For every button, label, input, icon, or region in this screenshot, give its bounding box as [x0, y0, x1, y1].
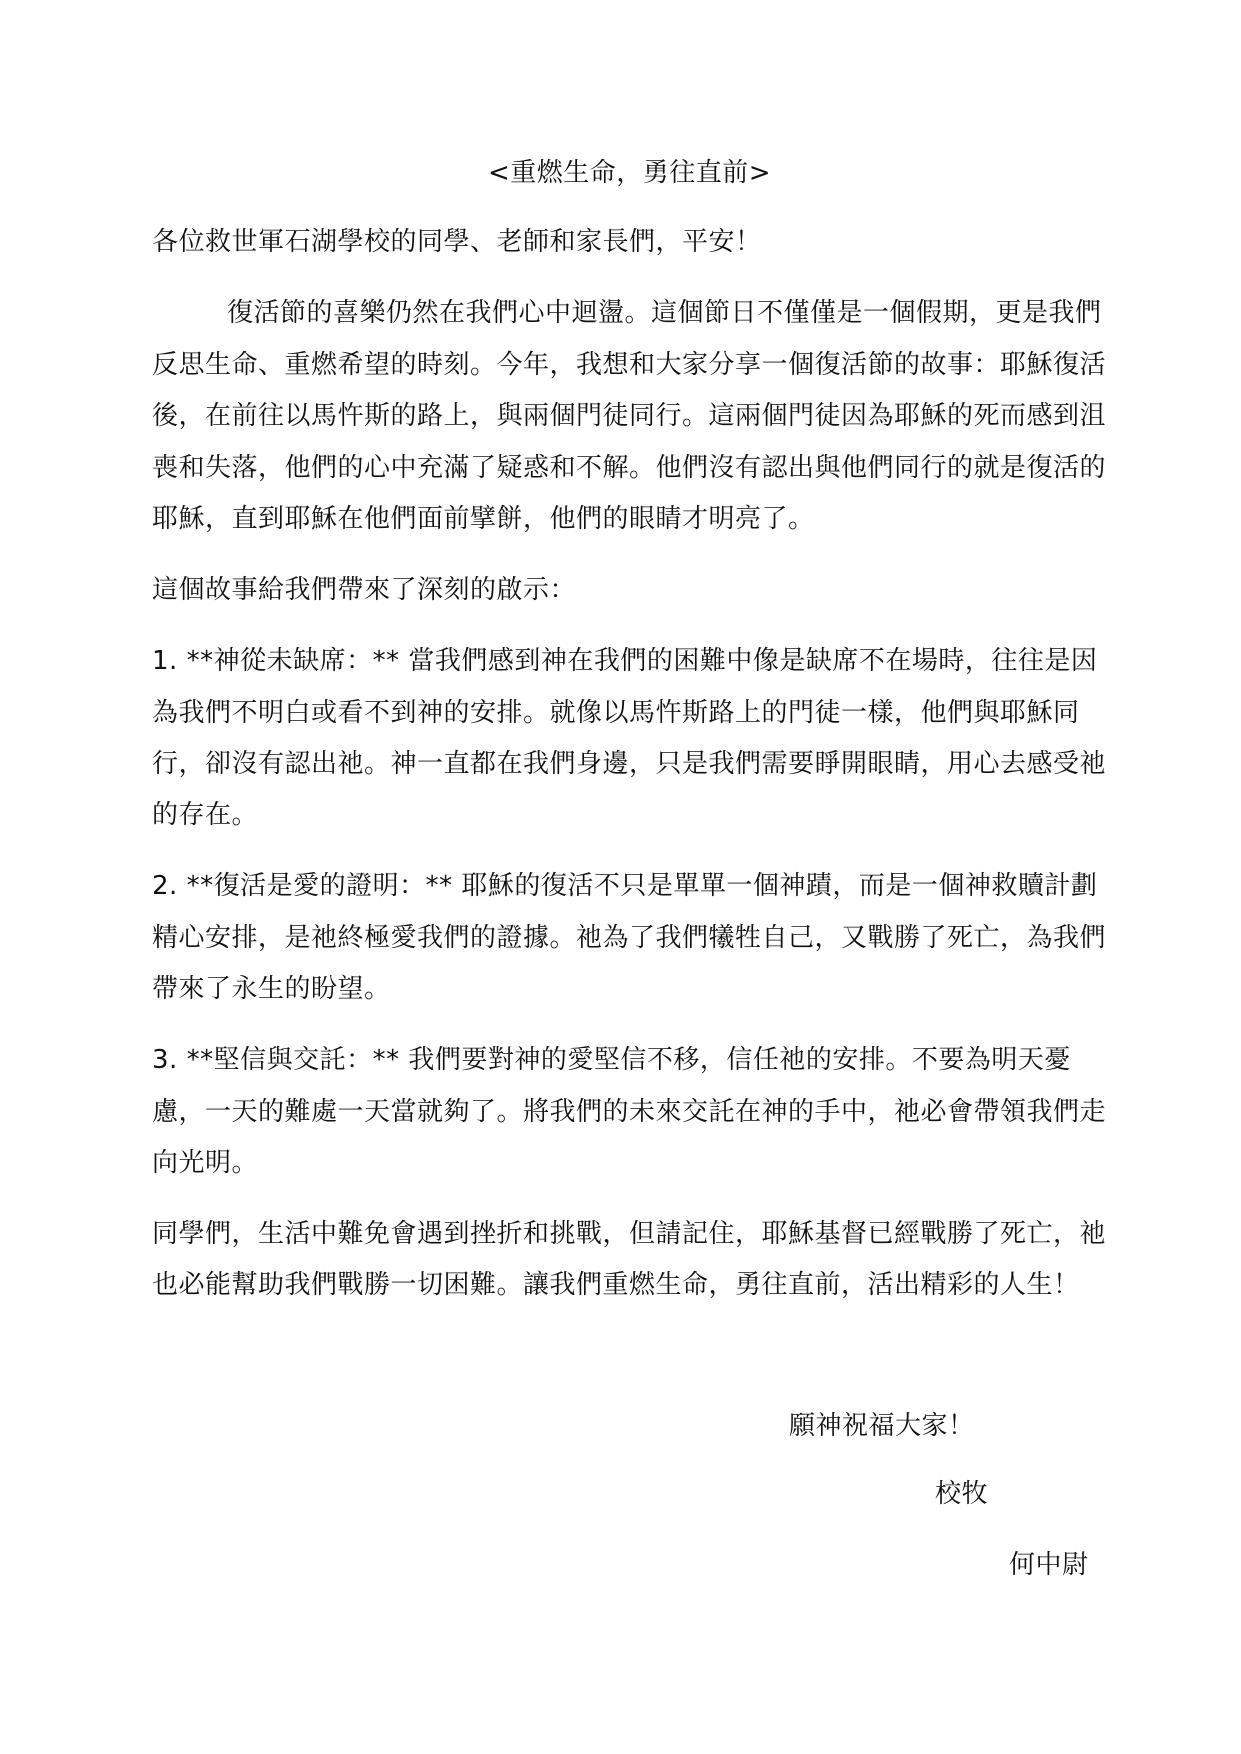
intro-line-2: 反思生命、重燃希望的時刻。今年，我想和大家分享一個復活節的故事：耶穌復活 [152, 350, 1107, 380]
point-1-line-1: 1. **神從未缺席：** 當我們感到神在我們的困難中像是缺席不在場時，往往是因 [152, 646, 1098, 676]
blessing: 願神祝福大家！ [789, 1411, 975, 1441]
point-1-line-4: 的存在。 [152, 800, 259, 830]
intro-line-5: 耶穌，直到耶穌在他們面前擘餅，他們的眼睛才明亮了。 [152, 504, 815, 534]
lead-in: 這個故事給我們帶來了深刻的啟示： [152, 575, 577, 605]
greeting: 各位救世軍石湖學校的同學、老師和家長們，平安！ [152, 227, 762, 257]
point-2-line-3: 帶來了永生的盼望。 [152, 974, 391, 1004]
point-3-line-1: 3. **堅信與交託：** 我們要對神的愛堅信不移，信任祂的安排。不要為明天憂 [152, 1045, 1071, 1075]
intro-line-3: 後，在前往以馬忤斯的路上，與兩個門徒同行。這兩個門徒因為耶穌的死而感到沮 [152, 401, 1107, 431]
point-2-line-1: 2. **復活是愛的證明：** 耶穌的復活不只是單單一個神蹟，而是一個神救贖計劃 [152, 871, 1098, 901]
intro-line-4: 喪和失落，他們的心中充滿了疑惑和不解。他們沒有認出與他們同行的就是復活的 [152, 453, 1107, 483]
point-3-line-2: 慮，一天的難處一天當就夠了。將我們的未來交託在神的手中，祂必會帶領我們走 [152, 1097, 1107, 1127]
closing-line-2: 也必能幫助我們戰勝一切困難。讓我們重燃生命，勇往直前，活出精彩的人生！ [152, 1270, 1080, 1300]
point-3-line-3: 向光明。 [152, 1148, 259, 1178]
closing-line-1: 同學們，生活中難免會遇到挫折和挑戰，但請記住，耶穌基督已經戰勝了死亡，祂 [152, 1219, 1107, 1249]
intro-line-1: 復活節的喜樂仍然在我們心中迴盪。這個節日不僅僅是一個假期，更是我們 [227, 298, 1102, 328]
signer-role: 校牧 [935, 1479, 989, 1509]
letter-title: <重燃生命，勇往直前> [488, 158, 772, 188]
point-1-line-2: 為我們不明白或看不到神的安排。就像以馬忤斯路上的門徒一樣，他們與耶穌同 [152, 698, 1080, 728]
signer-name: 何中尉 [1009, 1550, 1089, 1580]
point-1-line-3: 行，卻沒有認出祂。神一直都在我們身邊，只是我們需要睜開眼睛，用心去感受祂 [152, 749, 1107, 779]
point-2-line-2: 精心安排，是祂終極愛我們的證據。祂為了我們犧牲自己，又戰勝了死亡，為我們 [152, 923, 1107, 953]
